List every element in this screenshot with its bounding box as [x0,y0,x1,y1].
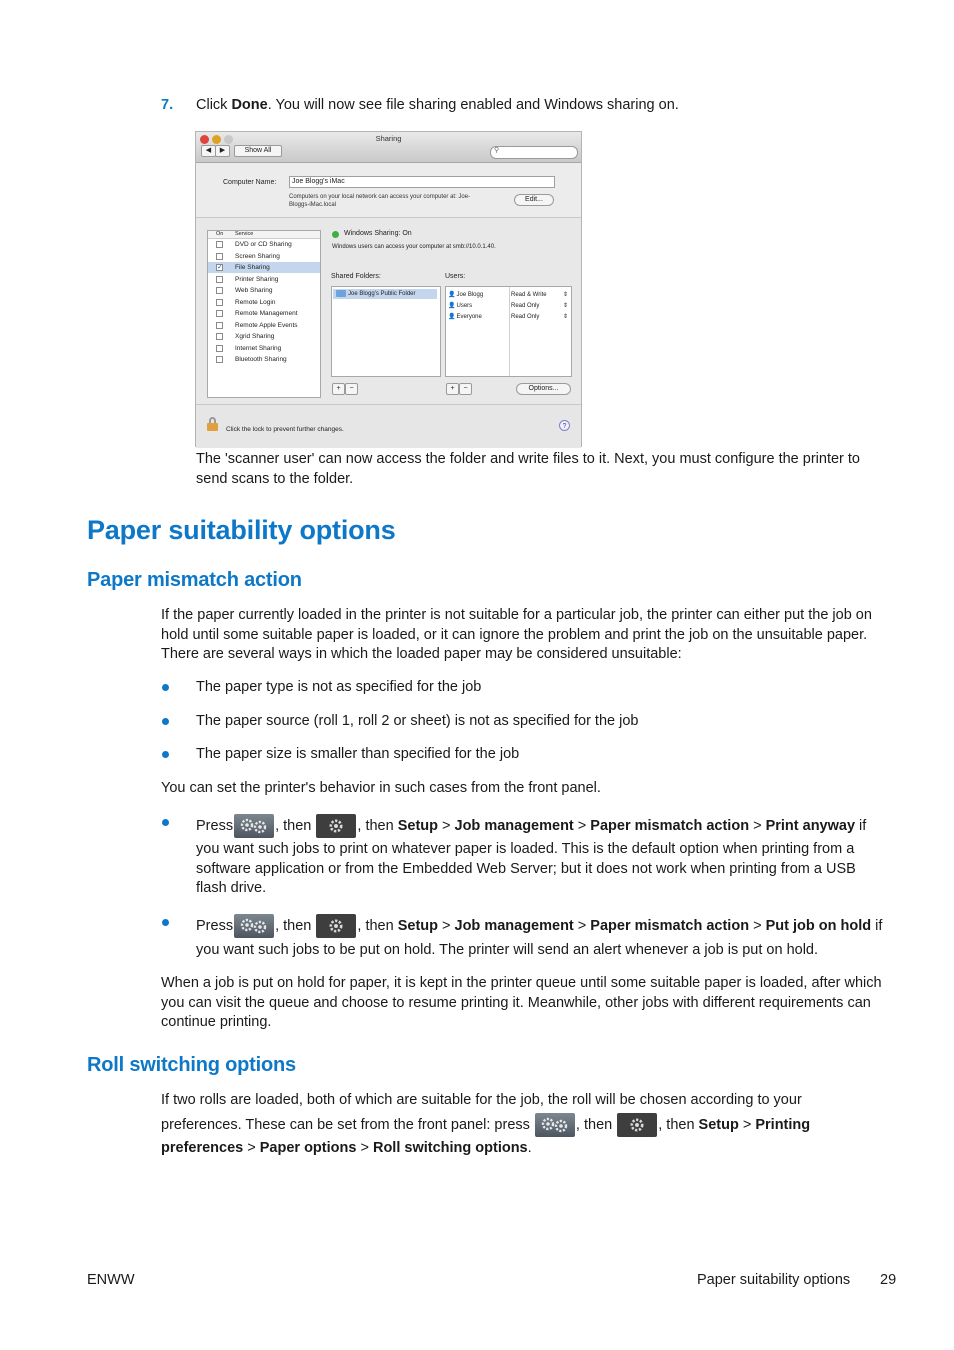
bullet-marker [162,919,169,926]
service-list [207,230,321,398]
service-label: Printer Sharing [235,275,279,283]
computer-name-label: Computer Name: [223,179,277,186]
add-folder-button[interactable]: + [332,383,345,395]
heading-paper-suitability: Paper suitability options [87,515,396,545]
service-row[interactable] [208,320,320,331]
home-gears-icon [234,914,274,938]
settings-gear-icon [316,814,356,838]
service-checkbox[interactable] [216,299,223,306]
remove-user-button[interactable]: − [459,383,472,395]
service-label: Remote Management [235,310,298,317]
help-icon[interactable]: ? [559,420,570,431]
service-row[interactable] [208,354,320,365]
service-row[interactable] [208,274,320,285]
search-icon: ⚲ [494,147,500,154]
service-row[interactable] [208,308,320,319]
front-panel-paragraph: You can set the printer's behavior in such cases from the front panel. [161,780,601,796]
service-row[interactable] [208,285,320,296]
step-7-number: 7. [161,97,174,113]
heading-roll-switching: Roll switching options [87,1054,296,1076]
heading-paper-mismatch: Paper mismatch action [87,569,302,591]
service-checkbox[interactable] [216,322,223,329]
user-row[interactable] [448,301,568,311]
footer-page-number: 29 [880,1272,897,1288]
print-anyway-continuation: you want such jobs to print on whatever paper is loaded. This is the default option when printing from a software application or from the Embedded Web Server; but it does not work when printing from a USB flash drive. [196,841,856,896]
sharing-window-screenshot [195,131,582,447]
user-permission[interactable]: Read Only [511,303,540,309]
home-gears-icon [535,1113,575,1137]
shared-folders-label: Shared Folders: [331,273,381,280]
search-field[interactable] [490,146,578,159]
bullet-paper-source: The paper source (roll 1, roll 2 or sheet) is not as specified for the job [196,713,639,729]
service-label: Web Sharing [235,287,273,294]
service-row[interactable] [208,297,320,308]
user-permission[interactable]: Read Only [511,314,540,320]
service-row[interactable] [208,262,320,273]
stepper-arrows-icon[interactable]: ⇕ [563,314,569,320]
service-label: DVD or CD Sharing [235,241,292,248]
roll-paragraph-line2: preferences. These can be set from the front panel: press , then , then Setup > Printing [161,1113,810,1137]
bullet-marker [162,718,169,725]
window-title: Sharing [375,134,402,143]
computer-name-field[interactable]: Joe Blogg's iMac [289,176,555,188]
edit-button[interactable]: Edit... [514,194,554,206]
add-user-button[interactable]: + [446,383,459,395]
shared-folder-item[interactable]: Joe Blogg's Public Folder [333,289,437,299]
window-titlebar [196,132,581,163]
remove-folder-button[interactable]: − [345,383,358,395]
step-7-text: Click Done. You will now see file sharing enabled and Windows sharing on. [196,97,679,113]
users-label: Users: [445,273,466,280]
service-checkbox[interactable] [216,356,223,363]
options-button[interactable]: Options... [516,383,571,395]
put-on-hold-instruction: Press , then , then Setup > Job management > Paper mismatch action > Put job on hold if [196,914,882,938]
service-checkbox[interactable] [216,241,223,248]
user-permission[interactable]: Read & Write [511,292,547,298]
home-gears-icon [234,814,274,838]
service-row[interactable] [208,239,320,250]
service-row[interactable] [208,251,320,262]
user-row[interactable] [448,312,568,322]
user-row[interactable] [448,290,568,300]
service-checkbox[interactable] [216,287,223,294]
bullet-marker [162,819,169,826]
lock-text: Click the lock to prevent further changes. [226,426,344,433]
local-address-text: Computers on your local network can access your computer at: Joe- Bloggs-iMac.local [289,194,471,208]
stepper-arrows-icon[interactable]: ⇕ [563,303,569,309]
service-row[interactable] [208,343,320,354]
roll-paragraph-line3: preferences > Paper options > Roll switching options. [161,1140,532,1156]
service-checkbox[interactable] [216,276,223,283]
forward-arrow-icon[interactable]: ▶ [215,145,230,157]
shared-folders-list [331,286,441,377]
user-name: Users [456,303,473,309]
users-list [445,286,572,377]
stepper-arrows-icon[interactable]: ⇕ [563,292,569,298]
print-anyway-instruction: Press , then , then Setup > Job management > Paper mismatch action > Print anyway if [196,814,866,838]
service-row[interactable] [208,331,320,342]
hold-paragraph: When a job is put on hold for paper, it is kept in the printer queue until some suitable paper is loaded, after which you can visit the queue and choose to resume printing it. Meanwhile, other jobs with different requirements can continue printing. [161,975,882,1030]
user-icon: 👤 [448,314,456,320]
bullet-marker [162,684,169,691]
lock-icon[interactable] [207,417,219,431]
lock-bar [196,404,581,448]
back-arrow-icon[interactable]: ◀ [201,145,216,157]
roll-paragraph-line1: If two rolls are loaded, both of which are suitable for the job, the roll will be chosen according to your [161,1092,802,1108]
bullet-marker [162,751,169,758]
footer-enww: ENWW [87,1272,135,1288]
windows-sharing-detail: Windows users can access your computer at smb://10.0.1.40. [332,244,496,250]
service-label: Internet Sharing [235,344,282,352]
service-checkbox[interactable] [216,345,223,352]
service-label: File Sharing [235,264,270,271]
service-label: Screen Sharing [235,252,280,260]
user-icon: 👤 [448,303,456,309]
service-checkbox[interactable] [216,253,223,260]
user-icon: 👤 [448,292,456,298]
user-name: Everyone [456,314,482,320]
service-checkbox[interactable] [216,333,223,340]
service-label: Xgrid Sharing [235,333,275,340]
settings-gear-icon [617,1113,657,1137]
windows-sharing-status: Windows Sharing: On [344,230,412,237]
service-list-header: On Service [208,231,320,239]
settings-gear-icon [316,914,356,938]
bullet-paper-type: The paper type is not as specified for the job [196,679,482,695]
user-name: Joe Blogg [456,292,484,298]
service-label: Remote Apple Events [235,321,298,329]
status-indicator-icon [332,231,339,238]
put-on-hold-continuation: you want such jobs to be put on hold. The printer will send an alert whenever a job is put on hold. [196,942,819,958]
service-checkbox[interactable]: ✓ [217,264,223,271]
folder-icon [336,290,346,297]
service-checkbox[interactable] [216,310,223,317]
service-label: Remote Login [235,298,276,306]
bullet-paper-size: The paper size is smaller than specified for the job [196,746,520,762]
mismatch-intro-paragraph: If the paper currently loaded in the printer is not suitable for a particular job, the printer can either put the job on hold until some suitable paper is loaded, or it can ignore the problem and print the job on the unsuitable paper. There are several ways in which the loaded paper may be considered unsuitable: [161,607,872,662]
service-label: Bluetooth Sharing [235,356,287,363]
show-all-button[interactable]: Show All [234,145,282,157]
scanner-user-paragraph: The 'scanner user' can now access the folder and write files to it. Next, you must configure the printer to send scans to the folder. [196,451,860,487]
footer-section-title: Paper suitability options [697,1272,851,1288]
computer-name-section [196,163,581,218]
